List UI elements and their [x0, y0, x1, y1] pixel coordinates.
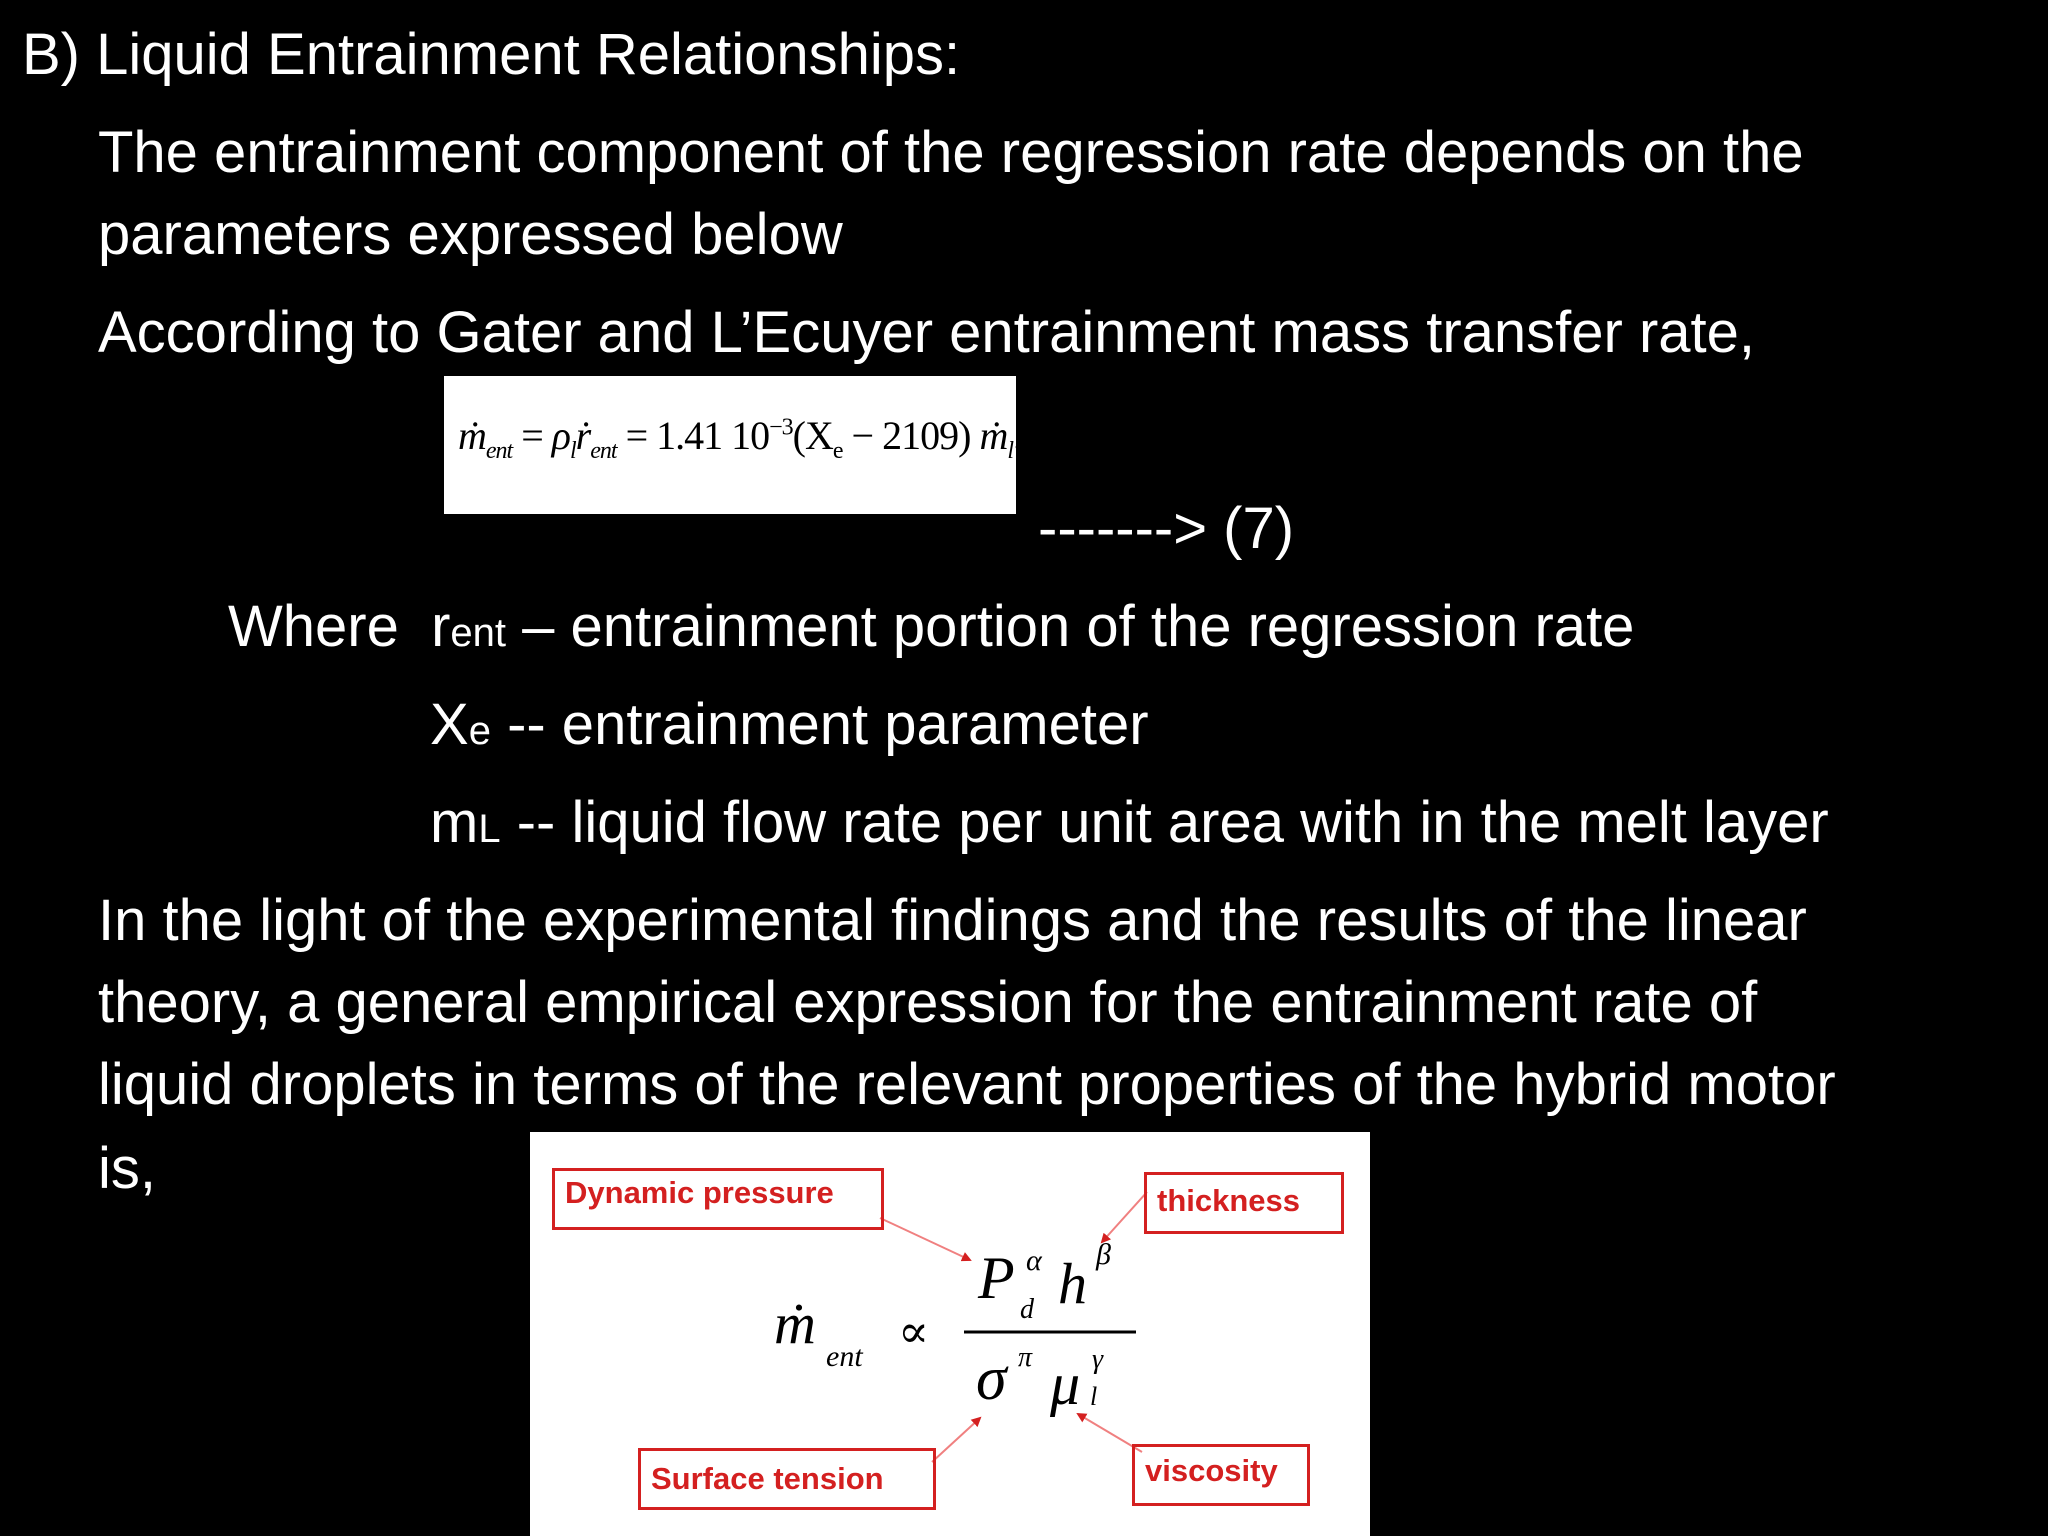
diagram-den-mu-sup: γ — [1092, 1344, 1104, 1375]
r-ent-symbol: rent — [431, 594, 506, 659]
paragraph-1-line-2: parameters expressed below — [98, 202, 843, 267]
callout-thickness: thickness — [1144, 1172, 1344, 1234]
callout-surface-tension: Surface tension — [638, 1448, 936, 1510]
where-label: Where — [228, 594, 399, 659]
callout-dynamic-pressure: Dynamic pressure — [552, 1168, 884, 1230]
xe-description: -- entrainment parameter — [507, 692, 1149, 757]
slide-heading: B) Liquid Entrainment Relationships: — [22, 22, 961, 87]
eq7-coefficient: = 1.41 10 — [625, 413, 770, 458]
paragraph-1-line-1: The entrainment component of the regression rate depends on the — [98, 120, 1804, 185]
eq7-x-sub: e — [832, 438, 843, 464]
diagram-den-sigma: σ — [976, 1345, 1007, 1413]
diagram-num-p: P — [978, 1245, 1015, 1311]
diagram-den-sigma-sup: π — [1018, 1342, 1033, 1373]
equation-7-label: -------> (7) — [1038, 496, 1295, 561]
diagram-num-h-sup: β — [1096, 1238, 1111, 1271]
diagram-den-mu: μ — [1050, 1351, 1081, 1417]
diagram-num-p-sup: α — [1026, 1244, 1042, 1277]
diagram-num-p-sub: d — [1020, 1294, 1034, 1325]
ml-description: -- liquid flow rate per unit area with in the melt layer — [516, 790, 1829, 855]
paragraph-3-line-3: liquid droplets in terms of the relevant properties of the hybrid motor — [98, 1052, 1836, 1117]
eq7-mdot-ent: $m_{ent}$ — [458, 413, 513, 464]
entrainment-rate-diagram — [530, 1132, 1370, 1536]
paragraph-3-line-1: In the light of the experimental findings and the results of the linear — [98, 888, 1807, 953]
diagram-lhs-sub: ent — [826, 1340, 863, 1373]
surface-tension-arrow — [932, 1418, 980, 1462]
definition-ml — [430, 790, 1829, 855]
paragraph-3-line-4: is, — [98, 1136, 156, 1201]
r-ent-description: – entrainment portion of the regression rate — [522, 594, 1635, 659]
callout-viscosity: viscosity — [1132, 1444, 1310, 1506]
ml-symbol: mL — [430, 790, 501, 855]
thickness-arrow — [1102, 1192, 1147, 1242]
equation-7-formula: $m_{ent} = \rho_lr_{ent} = 1.41$ $10^{-3}(X_e - 2109)$ $m_l$. — [458, 413, 1022, 464]
eq7-mdot-l: $m_l$ — [979, 413, 1013, 464]
diagram-lhs: m — [774, 1291, 816, 1356]
xe-symbol: Xe — [430, 692, 491, 757]
paragraph-3-line-2: theory, a general empirical expression for the entrainment rate of — [98, 970, 1758, 1035]
eq7-paren-rest: − 2109) — [842, 413, 971, 458]
eq7-paren: (X — [792, 413, 833, 458]
diagram-num-h: h — [1058, 1251, 1087, 1316]
dynamic-pressure-arrow — [880, 1218, 970, 1260]
diagram-proportional: ∝ — [898, 1306, 930, 1357]
diagram-den-mu-sub: l — [1090, 1382, 1098, 1411]
definition-xe — [430, 692, 1149, 757]
paragraph-2: According to Gater and L’Ecuyer entrainment mass transfer rate, — [98, 300, 1756, 365]
definition-r-ent — [228, 594, 1635, 659]
eq7-exponent: −3 — [769, 414, 793, 441]
eq7-rdot: $r_{ent}$ — [575, 413, 617, 464]
equation-7-box — [444, 376, 1022, 514]
eq7-rho: $\rho_l$ — [551, 413, 576, 464]
